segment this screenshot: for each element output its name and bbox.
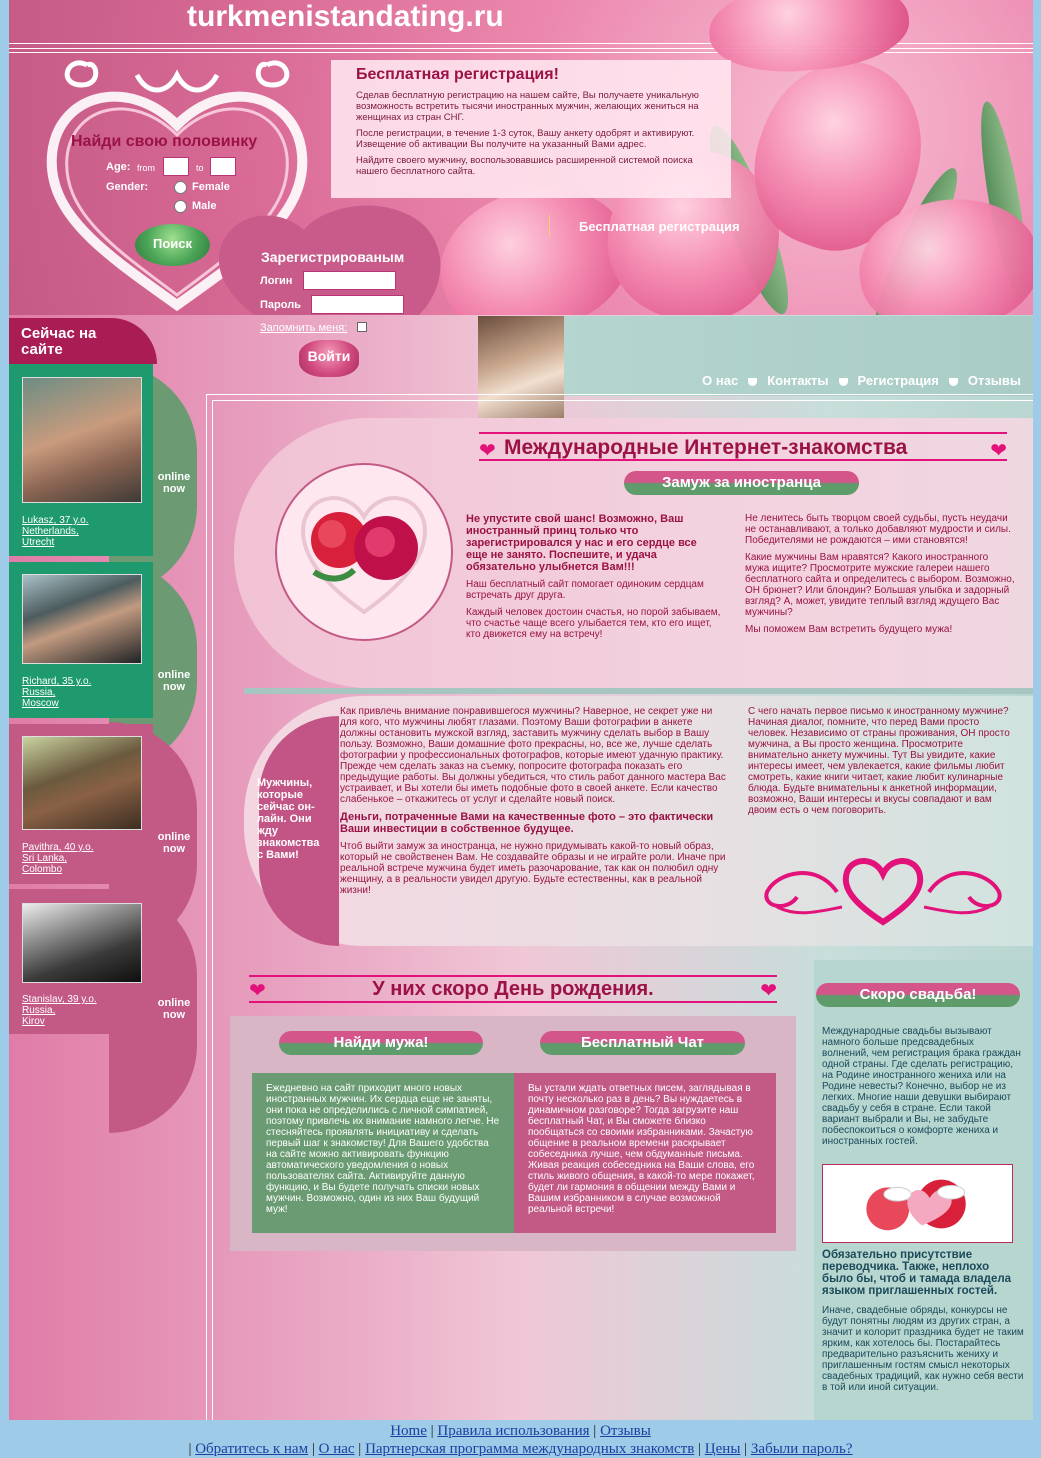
registration-text: Сделав бесплатную регистрацию на нашем сайте, Вы получаете уникальную возможность встретить тысячи иностранных мужчин, желающих жениться на женщинах из стран СНГ. — [356, 90, 699, 123]
remember-me-checkbox[interactable] — [357, 322, 367, 332]
footer-link-partner[interactable]: Партнерская программа международных знакомств — [365, 1441, 695, 1457]
online-status: online now — [157, 831, 191, 855]
registration-text: Найдите своего мужчину, воспользовавшись расширенной системой поиска нашего бесплатного сайта. — [356, 155, 693, 177]
heart-icon: ❤ — [479, 440, 496, 462]
nav-item-registration[interactable]: Регистрация — [857, 373, 939, 388]
footer-row-1: Home | Правила использования | Отзывы — [390, 1423, 651, 1439]
intro-col2: Не ленитесь быть творцом своей судьбы, пусть неудачи не останавливают, а только добавляют мудрости и силы. Победителями не рождаются – ими становятся! Какие мужчины Вам нравятся? Какого иностранного мужа ищите? Просмотрите мужские галереи нашего бесплатного сайта и определитесь с выбором. Возможно, ОН брюнет? Или блондин? Большая улыбка и задорный взгляд? А, может, увидите теплый взгляд ждущего Вас мужчины? Мы поможем Вам встретить будущего мужа! — [745, 513, 1015, 635]
frame-line — [206, 394, 207, 1420]
free-chat-text: Вы устали ждать ответных писем, заглядывая в почту несколько раз в день? Вы нуждаетесь в динамичном разговоре? Тогда загрузите наш бесплатный Чат, и Вы сможете близко пообщаться со своими избранниками. Зачастую общение в реальном времени раскрывает собеседника лучше, чем обдуманные письма. Живая реакция собеседника на Ваши слова, его стиль живого общения, в какой-то мере покажет, будет ли гармония в общении между Вами и Вашим избранником в случае возможной реальной встречи! — [514, 1073, 776, 1233]
heart-swirl-ornament — [757, 852, 1009, 928]
frame-line — [206, 394, 1033, 395]
frame-line — [212, 400, 1033, 401]
male-radio[interactable] — [174, 200, 187, 213]
online-status: online now — [157, 669, 191, 693]
nav-item-about[interactable]: О нас — [702, 373, 739, 388]
registration-title: Бесплатная регистрация! — [356, 66, 559, 83]
roses-heart-image — [274, 462, 454, 642]
couple-photo — [478, 316, 564, 428]
user-info[interactable]: Richard, 35 y.o. Russia, Moscow — [22, 676, 92, 709]
gender-label: Gender: — [106, 181, 149, 193]
user-photo[interactable] — [22, 736, 142, 830]
user-card[interactable] — [9, 724, 153, 884]
remember-me-label[interactable]: Запомнить меня: — [260, 322, 348, 334]
wedding-bold-text: Обязательно присутствие переводчика. Также, неплохо было бы, чтоб и тамада владела языком приглашенных гостей. — [822, 1249, 1012, 1297]
user-info[interactable]: Pavithra, 40 y.o. Sri Lanka, Colombo — [22, 842, 94, 875]
login-input[interactable] — [303, 271, 396, 290]
footer-link-about[interactable]: О нас — [318, 1441, 355, 1457]
footer-link-reviews[interactable]: Отзывы — [600, 1423, 651, 1439]
female-radio[interactable] — [174, 181, 187, 194]
user-photo[interactable] — [22, 377, 142, 503]
find-husband-title[interactable]: Найди мужа! — [279, 1031, 483, 1055]
main-title: Международные Интернет-знакомства — [504, 436, 908, 459]
registration-text: После регистрации, в течение 1-3 суток, Вашу анкету одобрят и активируют. Извещение об активации Вы получите на указанный Вами адрес. — [356, 128, 695, 150]
find-husband-text: Ежедневно на сайт приходит много новых иностранных мужчин. Их сердца еще не заняты, они пока не определились с личной симпатией, поэтому привлечь их внимание намного легче. Не стесняйтесь проявлять инициативу и сделать первый шаг к знакомству! Для Вашего удобства на сайте можно активировать функцию автоматического уведомления о новых пользователях сайта. Активируйте данную функцию, и Вы будете получать списки новых мужчин. Возможно, один из них Ваш будущий муж! — [252, 1073, 514, 1233]
wedding-doves-image — [822, 1164, 1013, 1243]
online-status: online now — [157, 997, 191, 1021]
marry-foreigner-title: Замуж за иностранца — [624, 471, 859, 495]
user-card[interactable] — [9, 889, 153, 1034]
heart-icon: ❤ — [249, 980, 266, 1002]
age-from-input[interactable] — [163, 157, 189, 176]
header-banner — [9, 0, 1033, 315]
footer-link-rules[interactable]: Правила использования — [437, 1423, 590, 1439]
user-info[interactable]: Lukasz, 37 y.o. Netherlands, Utrecht — [22, 515, 89, 548]
footer-link-forgot-password[interactable]: Забыли пароль? — [750, 1441, 853, 1457]
online-men-col1: Как привлечь внимание понравившегося мужчины? Наверное, не секрет уже ни для кого, что мужчины любят глазами. Поэтому Ваши фотографии в анкете должны остановить мужской взгляд, заставить мужчину сделать выбор в Вашу пользу. Возможно, Ваши домашние фото прекрасны, но, все же, лучше сделать фотографии у профессиональных фотографов, которые имеют удачную практику. Прежде чем сделать заказ на съемку, попросите фотографа показать его предыдущие работы. Вы должны убедиться, что стиль работ данного мастера Вас устраивает, и Вы хотели бы иметь подобные фото в своей анкете. Если качество слабенькое – откажитесь от услуг и сделайте новый поиск. Деньги, потраченные Вами на качественные фото – это фактически Ваши инвестиции в собственное будущее. Чтоб выйти замуж за иностранца, не нужно придумывать какой-то новый образ, который не свойственен Вам. Не создавайте образы и не играйте роли. Иначе при реальной встрече мужчина будет иметь разочарование, так как он полюбил одну женщину, а в реальности увидел другую. Будьте естественны, как в реальной жизни! — [340, 706, 726, 896]
user-photo[interactable] — [22, 574, 142, 664]
online-now-title: Сейчас на сайте — [21, 325, 97, 358]
free-registration-link[interactable]: Бесплатная регистрация — [579, 219, 740, 234]
footer-link-prices[interactable]: Цены — [704, 1441, 741, 1457]
footer-link-home[interactable]: Home — [390, 1423, 427, 1439]
search-title: Найди свою половинку — [71, 133, 258, 150]
age-label: Age: — [106, 161, 131, 173]
footer-link-contact[interactable]: Обратитесь к нам — [195, 1441, 309, 1457]
male-label: Male — [192, 200, 217, 212]
birthday-title-bar — [249, 975, 777, 1005]
nav-item-reviews[interactable]: Отзывы — [967, 373, 1021, 388]
age-from-label: from — [137, 163, 155, 173]
password-label: Пароль — [260, 299, 301, 311]
user-photo[interactable] — [22, 903, 142, 983]
site-title[interactable]: turkmenistandating.ru — [187, 0, 504, 33]
wedding-text-2: Иначе, свадебные обряды, конкурсы не будут понятны людям из других стран, а значит и колорит праздника будет не таким ярким, как хотелось бы. Постарайтесь предварительно разъяснить жениху и приглашенным гостям смысл некоторых свадебных традиций, как нужно себя вести в той или иной ситуации. — [822, 1305, 1024, 1393]
footer — [0, 1422, 1041, 1458]
main-title-bar — [479, 432, 1007, 462]
password-input[interactable] — [311, 295, 404, 314]
user-info[interactable]: Stanislav, 39 y.o. Russia, Kirov — [22, 994, 97, 1027]
page — [9, 0, 1033, 1420]
wedding-text: Международные свадьбы вызывают намного больше предсвадебных волнений, чем регистрация брака граждан одной страны. Где сделать регистрацию, на Родине иностранного жениха или на Родине невесты? Конечно, выбор не из легких. Многие наши девушки выбирают свадьбу у себя в стране. Если такой вариант выбрали и Вы, не забудьте побеспокоиться о комфорте жениха и иностранных гостей. — [822, 1026, 1021, 1147]
female-label: Female — [192, 181, 230, 193]
wedding-title: Скоро свадьба! — [816, 983, 1020, 1007]
intro-col1: Не упустите свой шанс! Возможно, Ваш иностранный принц только что зарегистрировался у нас и его сердце все еще не занято. Поспешите, и удача обязательно улыбнется Вам!!! Наш бесплатный сайт помогает одиноким сердцам встречать друг друга. Каждый человек достоин счастья, но порой забываем, что счастье чаще всего улыбается тем, кто его ищет, кто движется ему на встречу! — [466, 513, 721, 640]
age-to-input[interactable] — [210, 157, 236, 176]
nav-item-contacts[interactable]: Контакты — [767, 373, 829, 388]
online-now-header — [9, 318, 157, 364]
footer-row-2: | Обратитесь к нам | О нас | Партнерская программа международных знакомств | Цены | Забыли пароль? — [188, 1441, 853, 1457]
online-men-label: Мужчины, которые сейчас он-лайн. Они жду знакомства с Вами! — [257, 777, 320, 861]
nav-separator-icon — [839, 378, 848, 386]
free-chat-title[interactable]: Бесплатный Чат — [540, 1031, 745, 1055]
user-card[interactable] — [9, 562, 153, 718]
heart-icon: ❤ — [760, 980, 777, 1002]
age-to-label: to — [196, 163, 204, 173]
online-status: online now — [157, 471, 191, 495]
frame-line — [212, 400, 213, 1420]
birthday-title: У них скоро День рождения. — [372, 978, 654, 1000]
nav-separator-icon — [949, 378, 958, 386]
nav-separator-icon — [748, 378, 757, 386]
top-nav — [700, 373, 1023, 388]
registration-info-box — [331, 60, 731, 198]
user-card[interactable] — [9, 364, 153, 556]
search-button[interactable]: Поиск — [135, 224, 210, 266]
login-label: Логин — [260, 275, 293, 287]
heart-icon: ❤ — [990, 440, 1007, 462]
online-men-col2: С чего начать первое письмо к иностранному мужчине? Начиная диалог, помните, что перед Вами просто человек. Независимо от страны проживания, ОН просто мужчина, а Вы просто женщина. Просмотрите внимательно анкету мужчины. Тут Вы увидите, какие интересы имеет, чем увлекается, какие фильмы любит смотреть, какие книги читает, какие любит кулинарные блюда. Будьте внимательны к анкетной информации, возможно, Ваши интересы и вкусы совпадают и вам двоим есть о чем поговорить. — [748, 706, 1010, 816]
divider — [549, 215, 550, 237]
login-title: Зарегистрированым — [261, 249, 405, 265]
login-button[interactable]: Войти — [299, 340, 359, 377]
divider — [244, 688, 1033, 694]
